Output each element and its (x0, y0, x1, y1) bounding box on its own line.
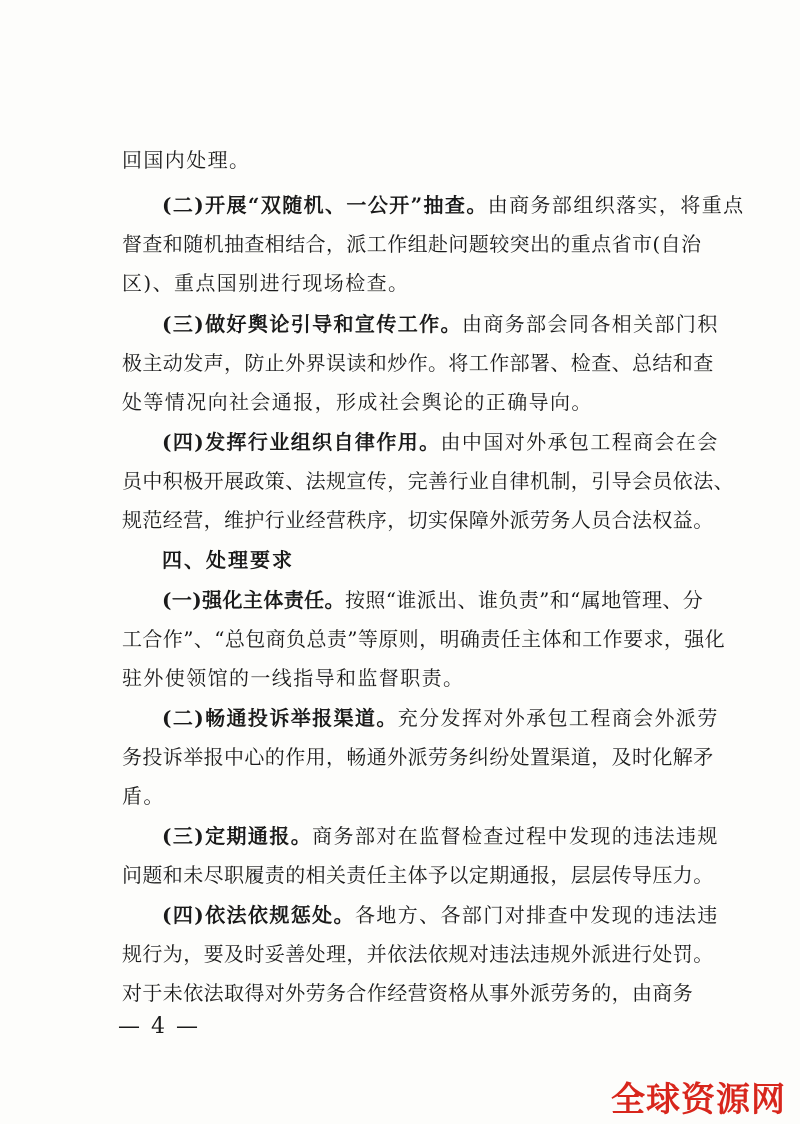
paragraph-line (122, 229, 722, 259)
section-lead: (四)依法依规惩处。 (162, 903, 355, 927)
paragraph-line (122, 348, 722, 378)
line-text: 员中积极开展政策、法规宣传，完善行业自律机制，引导会员依法、 (122, 469, 734, 493)
line-text: 务投诉举报中心的作用，畅通外派劳务纠纷处置渠道，及时化解矛 (122, 745, 714, 769)
line-text: 处等情况向社会通报，形成社会舆论的正确导向。 (122, 390, 593, 414)
line-text: 商务部对在监督检查过程中发现的违法违规 (312, 824, 719, 848)
paragraph-line (122, 145, 722, 175)
paragraph-line (122, 781, 722, 811)
line-text: 由商务部组织落实，将重点 (487, 193, 745, 217)
line-text: 规范经营，维护行业经营秩序，切实保障外派劳务人员合法权益。 (122, 508, 714, 532)
paragraph-line (122, 663, 722, 693)
paragraph-line (122, 387, 722, 417)
site-watermark: 全球资源网 (611, 1080, 786, 1120)
paragraph-line (122, 505, 722, 535)
line-text: 按照“谁派出、谁负责”和“属地管理、分 (344, 588, 704, 612)
line-text: 由中国对外承包工程商会在会 (440, 430, 719, 454)
line-text: 对于未依法取得对外劳务合作经营资格从事外派劳务的，由商务 (122, 981, 694, 1005)
paragraph-line (122, 939, 722, 969)
section-lead: (四)发挥行业组织自律作用。 (162, 430, 441, 454)
section-lead: (二)开展“双随机、一公开”抽查。 (162, 193, 488, 217)
paragraph-line (162, 427, 762, 457)
line-text: 充分发挥对外承包工程商会外派劳 (397, 706, 719, 730)
line-text: 盾。 (122, 784, 165, 808)
line-text: 规行为，要及时妥善处理，并依法依规对违法违规外派进行处罚。 (122, 942, 714, 966)
paragraph-line (162, 190, 762, 220)
paragraph-line (122, 268, 722, 298)
section-heading (162, 545, 762, 575)
paragraph-line (162, 585, 762, 615)
paragraph-line (162, 309, 762, 339)
line-text: 工合作”、“总包商负总责”等原则，明确责任主体和工作要求，强化 (122, 627, 726, 651)
paragraph-line (162, 821, 762, 851)
line-text: 区)、重点国别进行现场检查。 (122, 271, 410, 295)
paragraph-line (122, 624, 726, 654)
paragraph-line (162, 900, 762, 930)
section-lead: (三)做好舆论引导和宣传工作。 (162, 312, 462, 336)
paragraph-line (122, 860, 722, 890)
line-text: 由商务部会同各相关部门积 (461, 312, 719, 336)
paragraph-line (122, 978, 722, 1008)
page-number: — 4 — (118, 1014, 200, 1039)
section-lead: (二)畅通投诉举报渠道。 (162, 706, 398, 730)
paragraph-line (162, 703, 762, 733)
paragraph-line (122, 466, 734, 496)
paragraph-line (122, 742, 722, 772)
section-lead: (三)定期通报。 (162, 824, 313, 848)
section-lead: (一)强化主体责任。 (162, 588, 345, 612)
line-text: 问题和未尽职履责的相关责任主体予以定期通报，层层传导压力。 (122, 863, 714, 887)
line-text: 回国内处理。 (122, 148, 251, 172)
line-text: 驻外使领馆的一线指导和监督职责。 (122, 666, 465, 690)
line-text: 极主动发声，防止外界误读和炒作。将工作部署、检查、总结和查 (122, 351, 714, 375)
line-text: 督查和随机抽查相结合，派工作组赴问题较突出的重点省市(自治 (122, 232, 702, 256)
section-heading-text: 四、处理要求 (162, 548, 294, 572)
line-text: 各地方、各部门对排查中发现的违法违 (354, 903, 719, 927)
